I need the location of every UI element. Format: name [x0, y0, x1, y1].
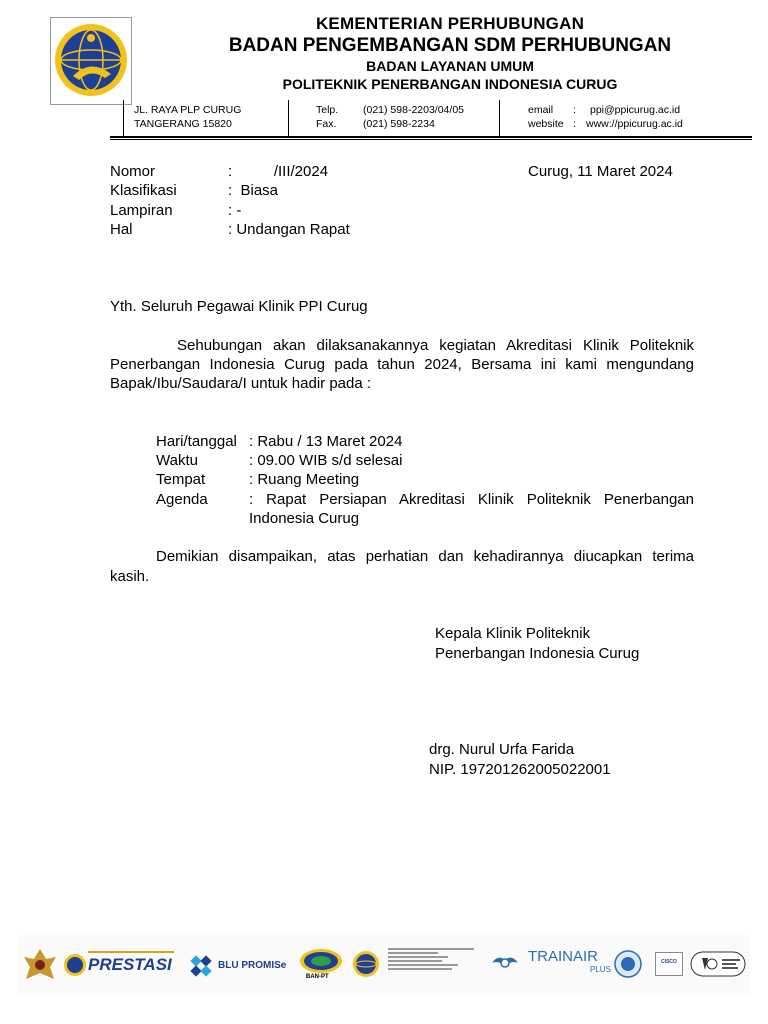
detail-value-agenda: : Rapat Persiapan Akreditasi Klinik Politeknik Penerbangan	[249, 491, 694, 508]
closing-line-1: Demikian disampaikan, atas perhatian dan kehadirannya diucapkan terima	[156, 548, 694, 565]
recipient: Yth. Seluruh Pegawai Klinik PPI Curug	[110, 298, 368, 315]
institution-title: POLITEKNIK PENERBANGAN INDONESIA CURUG	[282, 76, 618, 92]
letterhead-rule-thick	[110, 136, 752, 138]
signature-title-2: Penerbangan Indonesia Curug	[435, 645, 640, 662]
detail-value-place: : Ruang Meeting	[249, 471, 360, 488]
website-label: website	[528, 118, 564, 130]
ministry-title: KEMENTERIAN PERHUBUNGAN	[315, 14, 585, 33]
ban-pt-label: BAN-PT	[306, 974, 329, 980]
opening-line-1: Sehubungan akan dilaksanakannya kegiatan Akreditasi Klinik Politeknik	[177, 337, 694, 354]
detail-label-place: Tempat	[156, 471, 206, 488]
unit-title: BADAN LAYANAN UMUM	[366, 58, 534, 74]
website-value[interactable]: www://ppicurug.ac.id	[586, 118, 683, 130]
trainair-plus-label: PLUS	[590, 965, 611, 974]
address-line-2: TANGERANG 15820	[134, 118, 232, 130]
address-mid-divider	[288, 100, 289, 136]
opening-line-2: Penerbangan Indonesia Curug pada tahun 2024, Bersama ini kami mengundang	[110, 356, 694, 373]
telp-value: (021) 598-2203/04/05	[363, 104, 464, 116]
website-colon: :	[573, 118, 576, 130]
detail-label-time: Waktu	[156, 452, 198, 469]
fax-label: Fax.	[316, 118, 337, 130]
prestasi-underline	[88, 951, 174, 953]
cisco-badge	[655, 952, 683, 976]
email-value[interactable]: ppi@ppicurug.ac.id	[590, 104, 681, 116]
klasifikasi-value: : Biasa	[228, 182, 279, 199]
opening-line-3: Bapak/Ibu/Saudara/I untuk hadir pada :	[110, 375, 372, 392]
nomor-value: : /III/2024	[228, 163, 329, 180]
blu-promise-mark-icon	[190, 955, 214, 979]
signatory-nip: NIP. 197201262005022001	[429, 761, 611, 778]
certification-fine-print	[388, 946, 480, 976]
prestasi-logo: PRESTASI	[88, 955, 172, 974]
address-right-divider	[499, 100, 500, 136]
address-line-1: JL. RAYA PLP CURUG	[134, 104, 242, 116]
ministry-emblem-icon	[51, 18, 131, 104]
address-left-divider	[123, 100, 124, 136]
detail-value-time: : 09.00 WIB s/d selesai	[249, 452, 403, 469]
cisco-label: CISCO	[661, 959, 677, 965]
nomor-label: Nomor	[110, 163, 156, 180]
trainair-logo: TRAINAIR	[528, 948, 599, 965]
iso-seal-icon	[614, 950, 642, 978]
email-colon: :	[573, 104, 576, 116]
detail-value-agenda-cont: Indonesia Curug	[249, 510, 360, 527]
icao-wings-icon	[490, 952, 520, 974]
detail-label-agenda: Agenda	[156, 491, 208, 508]
hal-label: Hal	[110, 221, 133, 238]
ministry-small-emblem-icon	[63, 952, 87, 978]
closing-line-2: kasih.	[110, 568, 150, 585]
detail-value-date: : Rabu / 13 Maret 2024	[249, 433, 403, 450]
email-label: email	[528, 104, 554, 116]
lampiran-label: Lampiran	[110, 202, 173, 219]
lampiran-value: : -	[228, 202, 242, 219]
institution-small-emblem-icon	[352, 950, 380, 978]
hal-value: : Undangan Rapat	[228, 221, 350, 238]
blu-promise-logo: BLU PROMISe	[218, 960, 287, 971]
klasifikasi-label: Klasifikasi	[110, 182, 177, 199]
bsi-certification-mark-icon	[690, 950, 746, 978]
signature-title-1: Kepala Klinik Politeknik	[435, 625, 591, 642]
signatory-name: drg. Nurul Urfa Farida	[429, 741, 575, 758]
detail-label-date: Hari/tanggal	[156, 433, 237, 450]
ministry-logo	[50, 17, 132, 105]
place-date: Curug, 11 Maret 2024	[528, 163, 673, 180]
telp-label: Telp.	[316, 104, 339, 116]
letterhead-rule-thin	[110, 139, 752, 140]
fax-value: (021) 598-2234	[363, 118, 435, 130]
agency-title: BADAN PENGEMBANGAN SDM PERHUBUNGAN	[228, 35, 672, 56]
garuda-emblem-icon	[22, 945, 58, 985]
ban-pt-emblem-icon	[298, 947, 344, 977]
